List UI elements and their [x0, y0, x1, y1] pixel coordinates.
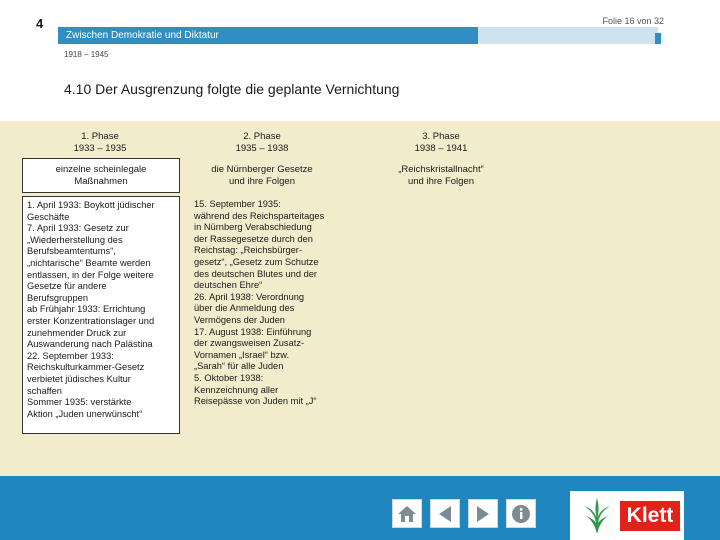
chapter-title: Zwischen Demokratie und Diktatur [66, 30, 219, 41]
phase-2-details: 15. September 1935: während des Reichsparteitages in Nürnberg Verabschiedung der Rassegesetze durch den Reichstag: „Reichsbürger- gesetz“, „Gesetz zum Schutze des deutschen Blutes und der deutschen Ehre“ 26. April 1938: Verordnung über die Anmeldung des Vermögens der Juden 17. August 1938: Einführung der zwangsweisen Zusatz- Vornamen „Israel“ bzw. „Sarah“ für alle Juden 5. Oktober 1938: Kennzeichnung aller Reisepässe von Juden mit „J“ [194, 199, 325, 407]
phase-2-subtitle: die Nürnberger Gesetze und ihre Folgen [211, 163, 313, 187]
klett-wordmark: Klett [620, 501, 680, 531]
phase-1-years: 1933 – 1935 [73, 143, 127, 154]
home-button[interactable] [392, 499, 422, 528]
phase-1-header [20, 131, 180, 155]
slide-title: 4.10 Der Ausgrenzung folgte die geplante Vernichtung [64, 81, 400, 97]
phase-2-label: 2. Phase [243, 131, 281, 142]
chapter-title-bar [58, 27, 478, 44]
arrow-left-icon [434, 503, 456, 525]
phase-1-details: 1. April 1933: Boykott jüdischer Geschäfte 7. April 1933: Gesetz zur „Wiederherstellung des Berufsbeamtentums“, „nichtarische“ Beamte werden entlassen, in der Folge weitere Gesetze für andere Berufsgruppen ab Frühjahr 1933: Errichtung erster Konzentrationslager und zunehmender Druck zur Auswanderung nach Palästina 22. September 1933: Reichskulturkammer-Gesetz verbietet jüdisches Kultur schaffen Sommer 1935: verstärkte Aktion „Juden unerwünscht“ [22, 196, 180, 434]
phase-2-header [182, 131, 342, 155]
header-notch [655, 33, 661, 44]
year-range: 1918 – 1945 [64, 50, 109, 59]
phase-2-years: 1935 – 1938 [235, 143, 289, 154]
chapter-number: 4 [36, 16, 44, 31]
phase-1-subtitle: einzelne scheinlegale Maßnahmen [22, 158, 180, 193]
back-button[interactable] [430, 499, 460, 528]
info-button[interactable] [506, 499, 536, 528]
phase-1-label: 1. Phase [81, 131, 119, 142]
klett-tree-icon [578, 496, 616, 536]
phase-3-header [361, 131, 521, 155]
phase-3-label: 3. Phase [422, 131, 460, 142]
arrow-right-icon [472, 503, 494, 525]
slide-counter: Folie 16 von 32 [602, 16, 664, 26]
info-icon [510, 503, 532, 525]
home-icon [396, 503, 418, 525]
klett-logo [570, 491, 684, 540]
phase-3-subtitle: „Reichskristallnacht“ und ihre Folgen [398, 163, 484, 187]
header-bar-extension [478, 27, 658, 44]
phase-3-years: 1938 – 1941 [414, 143, 468, 154]
forward-button[interactable] [468, 499, 498, 528]
